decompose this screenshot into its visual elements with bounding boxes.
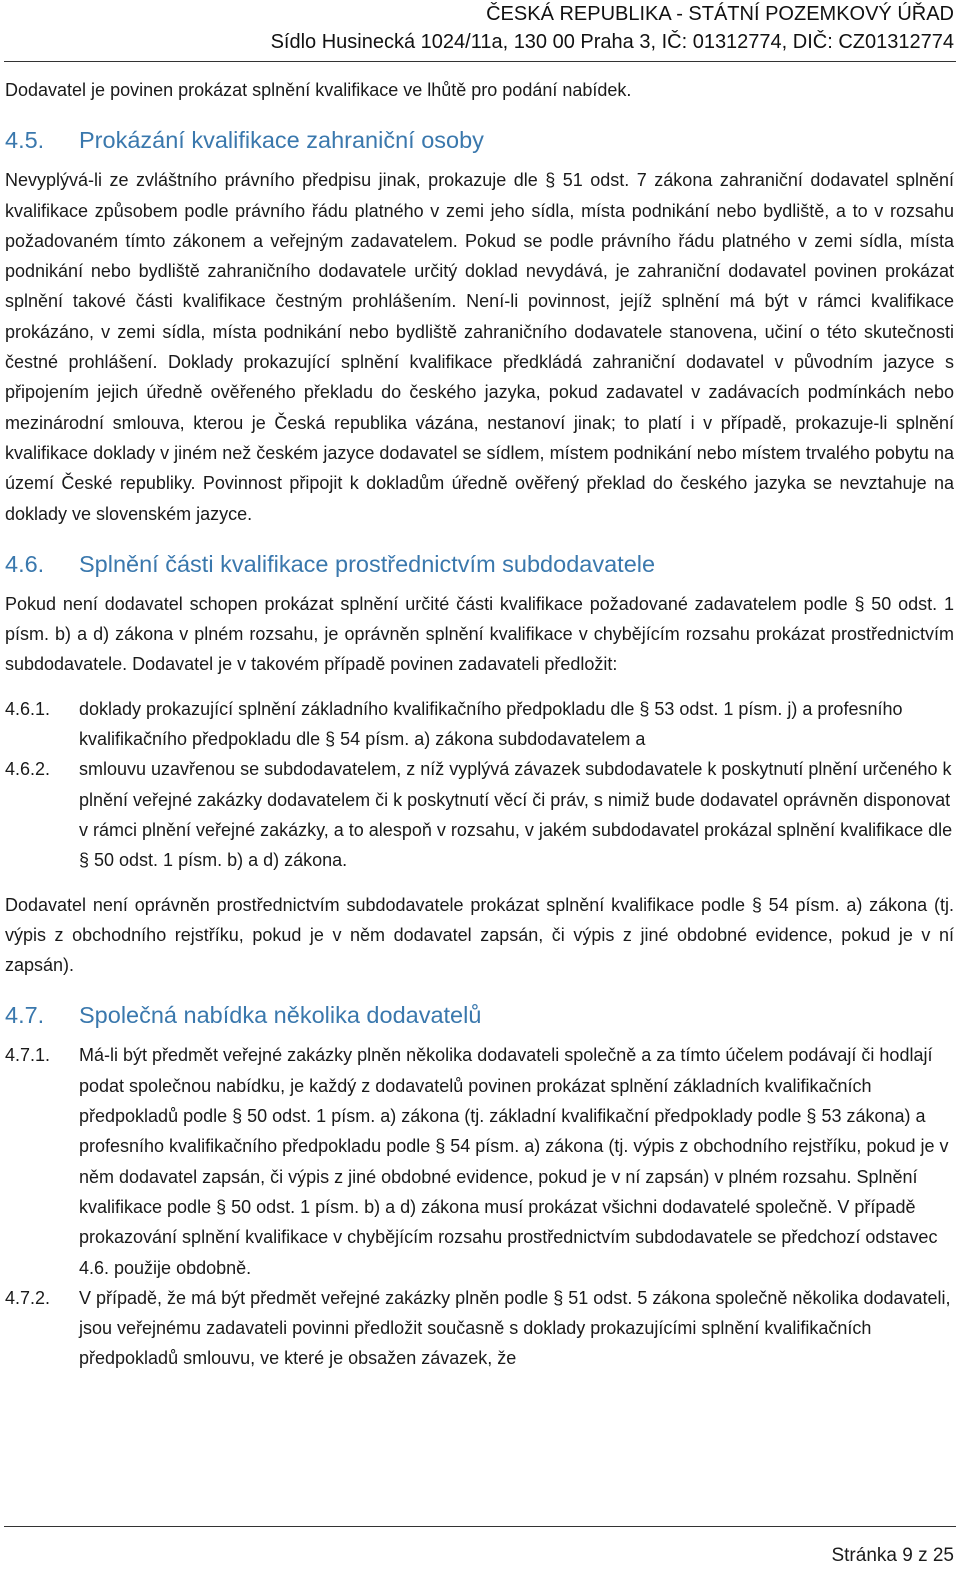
- header-organization: ČESKÁ REPUBLIKA - STÁTNÍ POZEMKOVÝ ÚŘAD: [486, 3, 954, 25]
- list-item: [5, 754, 954, 875]
- section-4-5-paragraph: Nevyplývá-li ze zvláštního právního předpisu jinak, prokazuje dle § 51 odst. 7 zákona zahraniční dodavatel splnění kvalifikace způsobem podle právního řádu platného v zemi jeho sídla, místa podnikání nebo bydliště, a to v rozsahu požadovaném tímto zákonem a veřejným zadavatelem. Pokud se podle právního řádu platného v zemi sídla, místa podnikání nebo bydliště zahraničního dodavatele určitý doklad nevydává, je zahraniční dodavatel povinen prokázat splnění takové části kvalifikace čestným prohlášením. Není-li povinnost, jejíž splnění má být v rámci kvalifikace prokázáno, v zemi sídla, místa podnikání nebo bydliště zahraničního dodavatele stanovena, učiní o této skutečnosti čestné prohlášení. Doklady prokazující splnění kvalifikace předkládá zahraniční dodavatel v původním jazyce s připojením jejich úředně ověřeného překladu do českého jazyka, pokud zadavatel v zadávacích podmínkách nebo mezinárodní smlouva, kterou je Česká republika vázána, nestanoví jinak; to platí i v případě, prokazuje-li splnění kvalifikace doklady v jiném než českém jazyce dodavatel se sídlem, místem podnikání nebo místem trvalého pobytu na území České republiky. Povinnost připojit k dokladům úředně ověřený překlad do českého jazyka se nevztahuje na doklady ve slovenském jazyce.: [5, 170, 954, 524]
- item-number: 4.7.2.: [5, 1287, 51, 1308]
- item-text: Má-li být předmět veřejné zakázky plněn několika dodavateli společně a za tímto účelem podávají či hodlají podat společnou nabídku, je každý z dodavatelů povinen prokázat splnění základních kvalifikačních předpokladů podle § 50 odst. 1 písm. a) zákona (tj. základní kvalifikační předpoklady podle § 53 zákona) a profesního kvalifikačního předpokladu podle § 54 písm. a) zákona (tj. výpis z obchodního rejstříku, pokud je v něm dodavatel zapsán, či výpis z jiné obdobné evidence, pokud je v ní zapsán) v plném rozsahu. Splnění kvalifikace podle § 50 odst. 1 písm. b) a d) zákona musí prokázat všichni dodavatelé společně. V případě prokazování splnění kvalifikace v chybějícím rozsahu prostřednictvím subdodavatele se předchozí odstavec 4.6. použije obdobně.: [79, 1045, 949, 1278]
- section-number: 4.7.: [5, 1002, 45, 1029]
- intro-paragraph: Dodavatel je povinen prokázat splnění kvalifikace ve lhůtě pro podání nabídek.: [5, 80, 632, 100]
- item-text: V případě, že má být předmět veřejné zakázky plněn podle § 51 odst. 5 zákona společně několika dodavateli, jsou veřejnému zadavateli povinni předložit současně s doklady prokazujícími splnění kvalifikačních předpokladů smlouvu, ve které je obsažen závazek, že: [79, 1287, 951, 1369]
- section-title: Splnění části kvalifikace prostřednictvím subdodavatele: [79, 550, 656, 577]
- section-number: 4.6.: [5, 550, 45, 577]
- item-number: 4.6.1.: [5, 698, 51, 719]
- page-number: Stránka 9 z 25: [831, 1545, 954, 1566]
- header-address: Sídlo Husinecká 1024/11a, 130 00 Praha 3, IČ: 01312774, DIČ: CZ01312774: [270, 31, 954, 53]
- item-number: 4.6.2.: [5, 759, 51, 780]
- header-divider: [4, 61, 956, 62]
- list-item: [5, 1283, 954, 1374]
- item-text: doklady prokazující splnění základního kvalifikačního předpokladu dle § 53 odst. 1 písm. j) a profesního kvalifikačního předpokladu dle § 54 písm. a) zákona subdodavatelem a: [79, 698, 903, 750]
- section-4-6-paragraph-2: Dodavatel není oprávněn prostřednictvím subdodavatele prokázat splnění kvalifikace podle § 54 písm. a) zákona (tj. výpis z obchodního rejstříku, pokud je v něm dodavatel zapsán, či výpis z jiné obdobné evidence, pokud je v ní zapsán).: [5, 894, 954, 976]
- section-heading-4-5: [5, 115, 954, 165]
- section-title: Prokázání kvalifikace zahraniční osoby: [79, 127, 484, 154]
- section-number: 4.5.: [5, 127, 45, 154]
- section-heading-4-7: [5, 990, 954, 1040]
- page-header: [271, 0, 954, 56]
- document-body: [5, 75, 954, 1374]
- list-item: [5, 694, 954, 755]
- section-heading-4-6: [5, 539, 954, 589]
- section-4-6-paragraph: Pokud není dodavatel schopen prokázat splnění určité části kvalifikace požadované zadavatelem podle § 50 odst. 1 písm. b) a d) zákona v plném rozsahu, je oprávněn splnění kvalifikace v chybějícím rozsahu prokázat prostřednictvím subdodavatele. Dodavatel je v takovém případě povinen zadavateli předložit:: [5, 593, 954, 675]
- list-item: [5, 1040, 954, 1282]
- item-text: smlouvu uzavřenou se subdodavatelem, z níž vyplývá závazek subdodavatele k poskytnutí plnění určeného k plnění veřejné zakázky dodavatelem či k poskytnutí věcí či práv, s nimiž bude dodavatel oprávněn disponovat v rámci plnění veřejné zakázky, a to alespoň v rozsahu, v jakém subdodavatel prokázal splnění kvalifikace dle § 50 odst. 1 písm. b) a d) zákona.: [79, 759, 953, 871]
- item-number: 4.7.1.: [5, 1045, 51, 1066]
- section-title: Společná nabídka několika dodavatelů: [79, 1002, 482, 1029]
- footer-divider: [4, 1526, 956, 1527]
